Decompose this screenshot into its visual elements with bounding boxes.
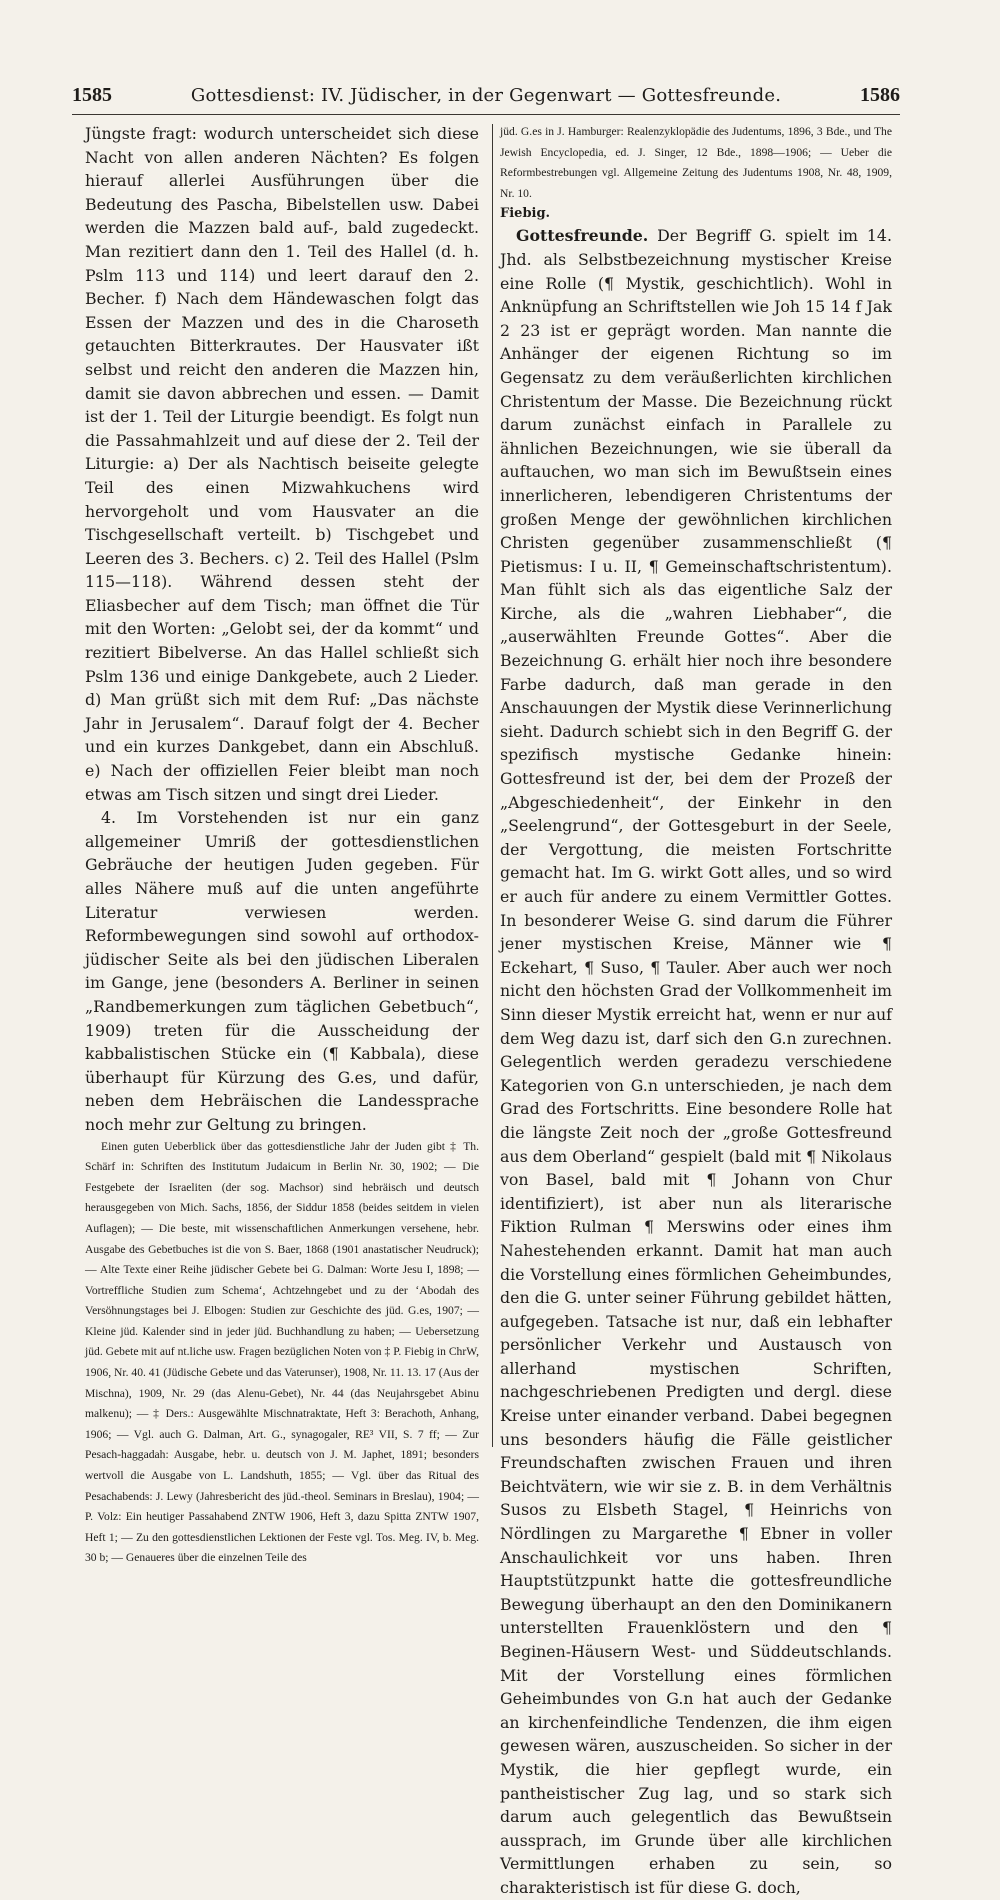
article-headword: Gottesfreunde. [516,226,649,246]
running-title: Gottesdienst: IV. Jüdischer, in der Gegenwart — Gottesfreunde. [190,84,782,106]
header-rule [72,114,900,115]
page-number-left: 1585 [72,83,112,106]
literature-continuation: jüd. G.es in J. Hamburger: Realenzyklopädie des Judentums, 1896, 3 Bde., und The Jewish Encyclopedia, ed. J. Singer, 12 Bde., 1898—1906; — Ueber die Reformbestrebungen vgl. Allgemeine Zeitung des Judentums 1908, Nr. 48, 1909, Nr. 10. [500,125,892,200]
running-header [72,78,900,112]
article-gottesfreunde-text: Der Begriff G. spielt im 14. Jhd. als Selbstbezeichnung mystischer Kreise eine Rolle (¶ Mystik, geschichtlich). Wohl in Anknüpfung an Schriftstellen wie Joh 15 14 f Jak 2 23 ist er geprägt worden. Man nannte die Anhänger der eigenen Richtung so im Gegensatz zu dem veräußerlichten kirchlichen Christentum der Masse. Die Bezeichnung rückt darum zunächst einfach in Parallele zu ähnlichen Bezeichnungen, wie sie überall da auftauchen, wo man sich im Bewußtsein eines innerlicheren, lebendigeren Christentums der großen Menge der gewöhnlichen kirchlichen Christen gegenüber zusammenschließt (¶ Pietismus: I u. II, ¶ Gemeinschaftschristentum). Man fühlt sich als das eigentliche Salz der Kirche, als die „wahren Liebhaber“, die „auserwählten Freunde Gottes“. Aber die Bezeichnung G. erhält hier noch ihre besondere Farbe dadurch, daß man gerade in den Anschauungen der Mystik diese Verinnerlichung sieht. Dadurch schiebt sich in den Begriff G. der spezifisch mystische Gedanke hinein: Gottesfreund ist der, bei dem der Prozeß der „Abgeschiedenheit“, der Einkehr in den „Seelengrund“, der Gottesgeburt in der Seele, der Vergottung, die meisten Fortschritte gemacht hat. Im G. wirkt Gott alles, und so wird er auch für andere zu einem Vermittler Gottes. In besonderer Weise G. sind darum die Führer jener mystischen Kreise, Männer wie ¶ Eckehart, ¶ Suso, ¶ Tauler. Aber auch wer noch nicht den höchsten Grad der Vollkommenheit im Sinn dieser Mystik erreicht hat, wenn er nur auf dem Weg dazu ist, darf sich den G.n zurechnen. Gelegentlich werden geradezu verschiedene Kategorien von G.n unterschieden, je nach dem Grad des Fortschritts. Eine besondere Rolle hat die längste Zeit noch der „große Gottesfreund aus dem Oberland“ gespielt (bald mit ¶ Nikolaus von Basel, bald mit ¶ Johann von Chur identifiziert), ist aber nun als literarische Fiktion Rulman ¶ Merswins oder eines ihm Nahestehenden erkannt. Damit hat man auch die Vorstellung eines förmlichen Geheimbundes, den die G. unter seiner Führung gebildet hätten, aufgegeben. Tatsache ist nur, daß ein lebhafter persönlicher Verkehr und Austausch von allerhand mystischen Schriften, nachgeschriebenen Predigten und dergl. diese Kreise unter einander verband. Dabei begegnen uns besonders häufig die Fälle geistlicher Freundschaften zwischen Frauen und ihren Beichtvätern, wie wir sie z. B. in dem Verhältnis Susos zu Elsbeth Stagel, ¶ Heinrichs von Nördlingen zu Margarethe ¶ Ebner in voller Anschaulichkeit vor uns haben. Ihren Hauptstützpunkt hatte die gottesfreundliche Bewegung überhaupt an den den Dominikanern unterstellten Frauenklöstern und den ¶ Beginen-Häusern West- und Süddeutschlands. Mit der Vorstellung eines förmlichen Geheimbundes von G.n hat auch der Gedanke an kirchenfeindliche Tendenzen, die ihm eigen gewesen wären, auszuscheiden. So sicher in der Mystik, die hier gepflegt wurde, ein pantheistischer Zug lag, und so stark sich darum auch gelegentlich das Bewußtsein aussprach, im Grunde über alle kirchlichen Vermittlungen erhaben zu sein, so charakteristisch ist für diese G. doch, [500,226,892,1897]
paragraph-section-4: 4. Im Vorstehenden ist nur ein ganz allgemeiner Umriß der gottesdienstlichen Gebräuche der heutigen Juden gegeben. Für alles Nähere muß auf die unten angeführte Literatur verwiesen werden. Reformbewegungen sind sowohl auf orthodox-jüdischer Seite als bei den jüdischen Liberalen im Gange, jene (besonders A. Berliner in seinen „Randbemerkungen zum täglichen Gebetbuch“, 1909) treten für die Ausscheidung der kabbalistischen Stücke ein (¶ Kabbala), diese überhaupt für Kürzung des G.es, und dafür, neben dem Hebräischen die Landessprache noch mehr zur Geltung zu bringen. [85,808,479,1134]
paragraph-passover-liturgy: Jüngste fragt: wodurch unterscheidet sich diese Nacht von allen anderen Nächten? Es folgen hierauf allerlei Ausführungen über die Bedeutung des Pascha, Bibelstellen usw. Dabei werden die Mazzen bald auf-, bald zugedeckt. Man rezitiert dann den 1. Teil des Hallel (d. h. Pslm 113 und 114) und leert darauf den 2. Becher. f) Nach dem Händewaschen folgt das Essen der Mazzen und des in die Charoseth getauchten Bitterkrautes. Der Hausvater ißt selbst und reicht den anderen die Mazzen hin, damit sie davon abbrechen und essen. — Damit ist der 1. Teil der Liturgie beendigt. Es folgt nun die Passahmahlzeit und auf diese der 2. Teil der Liturgie: a) Der als Nachtisch beiseite gelegte Teil des einen Mizwahkuchens wird hervorgeholt und vom Hausvater an die Tischgesellschaft verteilt. b) Tischgebet und Leeren des 3. Bechers. c) 2. Teil des Hallel (Pslm 115—118). Während dessen steht der Eliasbecher auf dem Tisch; man öffnet die Tür mit den Worten: „Gelobt sei, der da kommt“ und rezitiert Bibelverse. An das Hallel schließt sich Pslm 136 und einige Dankgebete, auch 2 Lieder. d) Man grüßt sich mit dem Ruf: „Das nächste Jahr in Jerusalem“. Darauf folgt der 4. Becher und ein kurzes Dankgebet, dann ein Abschluß. e) Nach der offiziellen Feier bleibt man noch etwas am Tisch sitzen und singt drei Lieder. [85,124,479,804]
author-signature: Fiebig. [500,206,551,222]
page-number-right: 1586 [860,83,900,106]
literature-block: Einen guten Ueberblick über das gottesdienstliche Jahr der Juden gibt ‡ Th. Schärf in: Schriften des Institutum Judaicum in Berlin Nr. 30, 1902; — Die Festgebete der Israeliten (der sog. Machsor) sind hebräisch und deutsch herausgegeben von Mich. Sachs, 1856, der Siddur 1858 (beides seitdem in vielen Auflagen); — Die beste, mit wissenschaftlichen Anmerkungen versehene, hebr. Ausgabe des Gebetbuches ist die von S. Baer, 1868 (1901 anastatischer Neudruck); — Alte Texte einer Reihe jüdischer Gebete bei G. Dalman: Worte Jesu I, 1898; — Vortreffliche Studien zum Schema‘, Achtzehngebet und zu der ‘Abodah des Versöhnungstages bei J. Elbogen: Studien zur Geschichte des jüd. G.es, 1907; — Kleine jüd. Kalender sind in jeder jüd. Buchhandlung zu haben; — Uebersetzung jüd. Gebete mit auf nt.liche usw. Fragen bezüglichen Noten von ‡ P. Fiebig in ChrW, 1906, Nr. 40. 41 (Jüdische Gebete und das Vaterunser), 1908, Nr. 11. 13. 17 (Aus der Mischna), 1909, Nr. 29 (das Alenu-Gebet), Nr. 44 (das Neujahrsgebet Abinu malkenu); — ‡ Ders.: Ausgewählte Mischnatraktate, Heft 3: Berachoth, Anhang, 1906; — Vgl. auch G. Dalman, Art. G., synagogaler, RE³ VII, S. 7 ff; — Zur Pesach-haggadah: Ausgabe, hebr. u. deutsch von J. M. Japhet, 1891; besonders wertvoll die Ausgabe von L. Landshuth, 1855; — Vgl. über das Ritual des Pesachabends: J. Lewy (Jahresbericht des jüd.-theol. Seminars in Breslau), 1904; — P. Volz: Ein heutiger Passahabend ZNTW 1906, Heft 3, dazu Spitta ZNTW 1907, Heft 1; — Zu den gottesdienstlichen Lektionen der Feste vgl. Tos. Meg. IV, b. Meg. 30 b; — Genaueres über die einzelnen Teile des [85,1139,479,1565]
right-column [500,122,892,1897]
left-column [85,122,479,1565]
column-divider [492,124,493,1447]
